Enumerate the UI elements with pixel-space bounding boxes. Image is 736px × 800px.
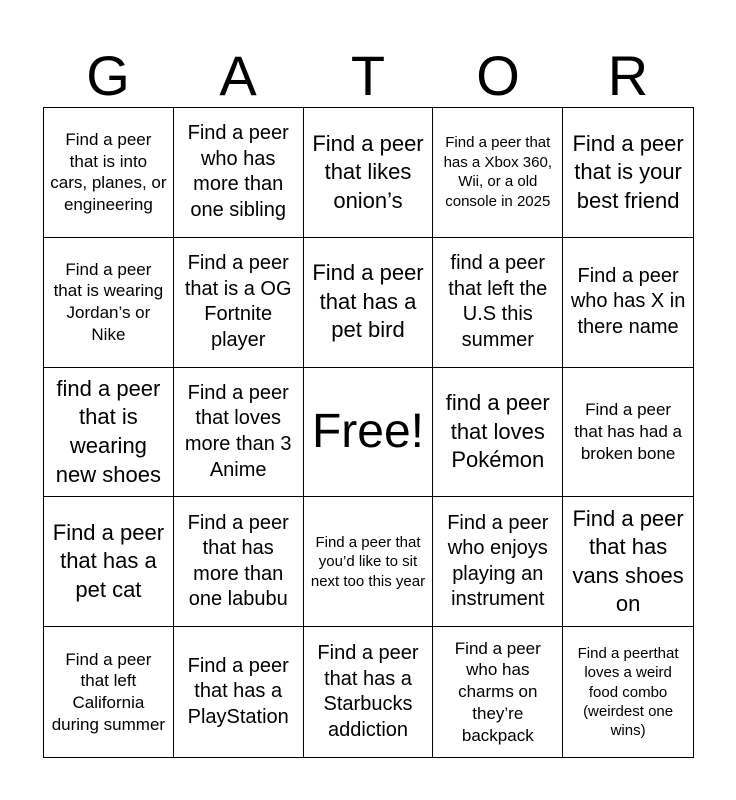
bingo-cell[interactable]: Find a peer that has more than one labubu — [174, 497, 304, 627]
free-space-cell[interactable]: Free! — [304, 368, 434, 498]
bingo-cell[interactable]: Find a peer that has a Starbucks addiction — [304, 627, 434, 757]
bingo-cell[interactable]: Find a peer that has a pet cat — [44, 497, 174, 627]
bingo-cell[interactable]: Find a peer that is your best friend — [563, 108, 693, 238]
bingo-cell[interactable]: Find a peer who has charms on they’re backpack — [433, 627, 563, 757]
header-letter-a: A — [219, 44, 257, 107]
bingo-cell[interactable]: Find a peer that has a Xbox 360, Wii, or a old console in 2025 — [433, 108, 563, 238]
bingo-cell[interactable]: Find a peer that is a OG Fortnite player — [174, 238, 304, 368]
bingo-cell[interactable]: Find a peer that is into cars, planes, or engineering — [44, 108, 174, 238]
bingo-grid — [43, 107, 694, 758]
bingo-cell[interactable]: find a peer that loves Pokémon — [433, 368, 563, 498]
bingo-cell[interactable]: Find a peer that left California during summer — [44, 627, 174, 757]
bingo-cell[interactable]: Find a peer who has X in there name — [563, 238, 693, 368]
bingo-cell[interactable]: Find a peer that is wearing Jordan’s or Nike — [44, 238, 174, 368]
bingo-header — [43, 44, 693, 108]
header-letter-r: R — [607, 44, 649, 107]
bingo-cell[interactable]: find a peer that is wearing new shoes — [44, 368, 174, 498]
bingo-cell[interactable]: Find a peer that has a PlayStation — [174, 627, 304, 757]
bingo-cell[interactable]: Find a peer who enjoys playing an instrument — [433, 497, 563, 627]
bingo-cell[interactable]: Find a peer that has had a broken bone — [563, 368, 693, 498]
bingo-cell[interactable]: find a peer that left the U.S this summer — [433, 238, 563, 368]
bingo-cell[interactable]: Find a peer that you’d like to sit next too this year — [304, 497, 434, 627]
header-letter-g: G — [86, 44, 130, 107]
bingo-cell[interactable]: Find a peer who has more than one sibling — [174, 108, 304, 238]
bingo-cell[interactable]: Find a peer that loves more than 3 Anime — [174, 368, 304, 498]
bingo-cell[interactable]: Find a peer that likes onion’s — [304, 108, 434, 238]
header-letter-t: T — [350, 44, 386, 107]
header-letter-o: O — [476, 44, 520, 107]
bingo-cell[interactable]: Find a peer that has vans shoes on — [563, 497, 693, 627]
bingo-cell[interactable]: Find a peer that has a pet bird — [304, 238, 434, 368]
bingo-cell[interactable]: Find a peerthat loves a weird food combo (weirdest one wins) — [577, 645, 679, 739]
